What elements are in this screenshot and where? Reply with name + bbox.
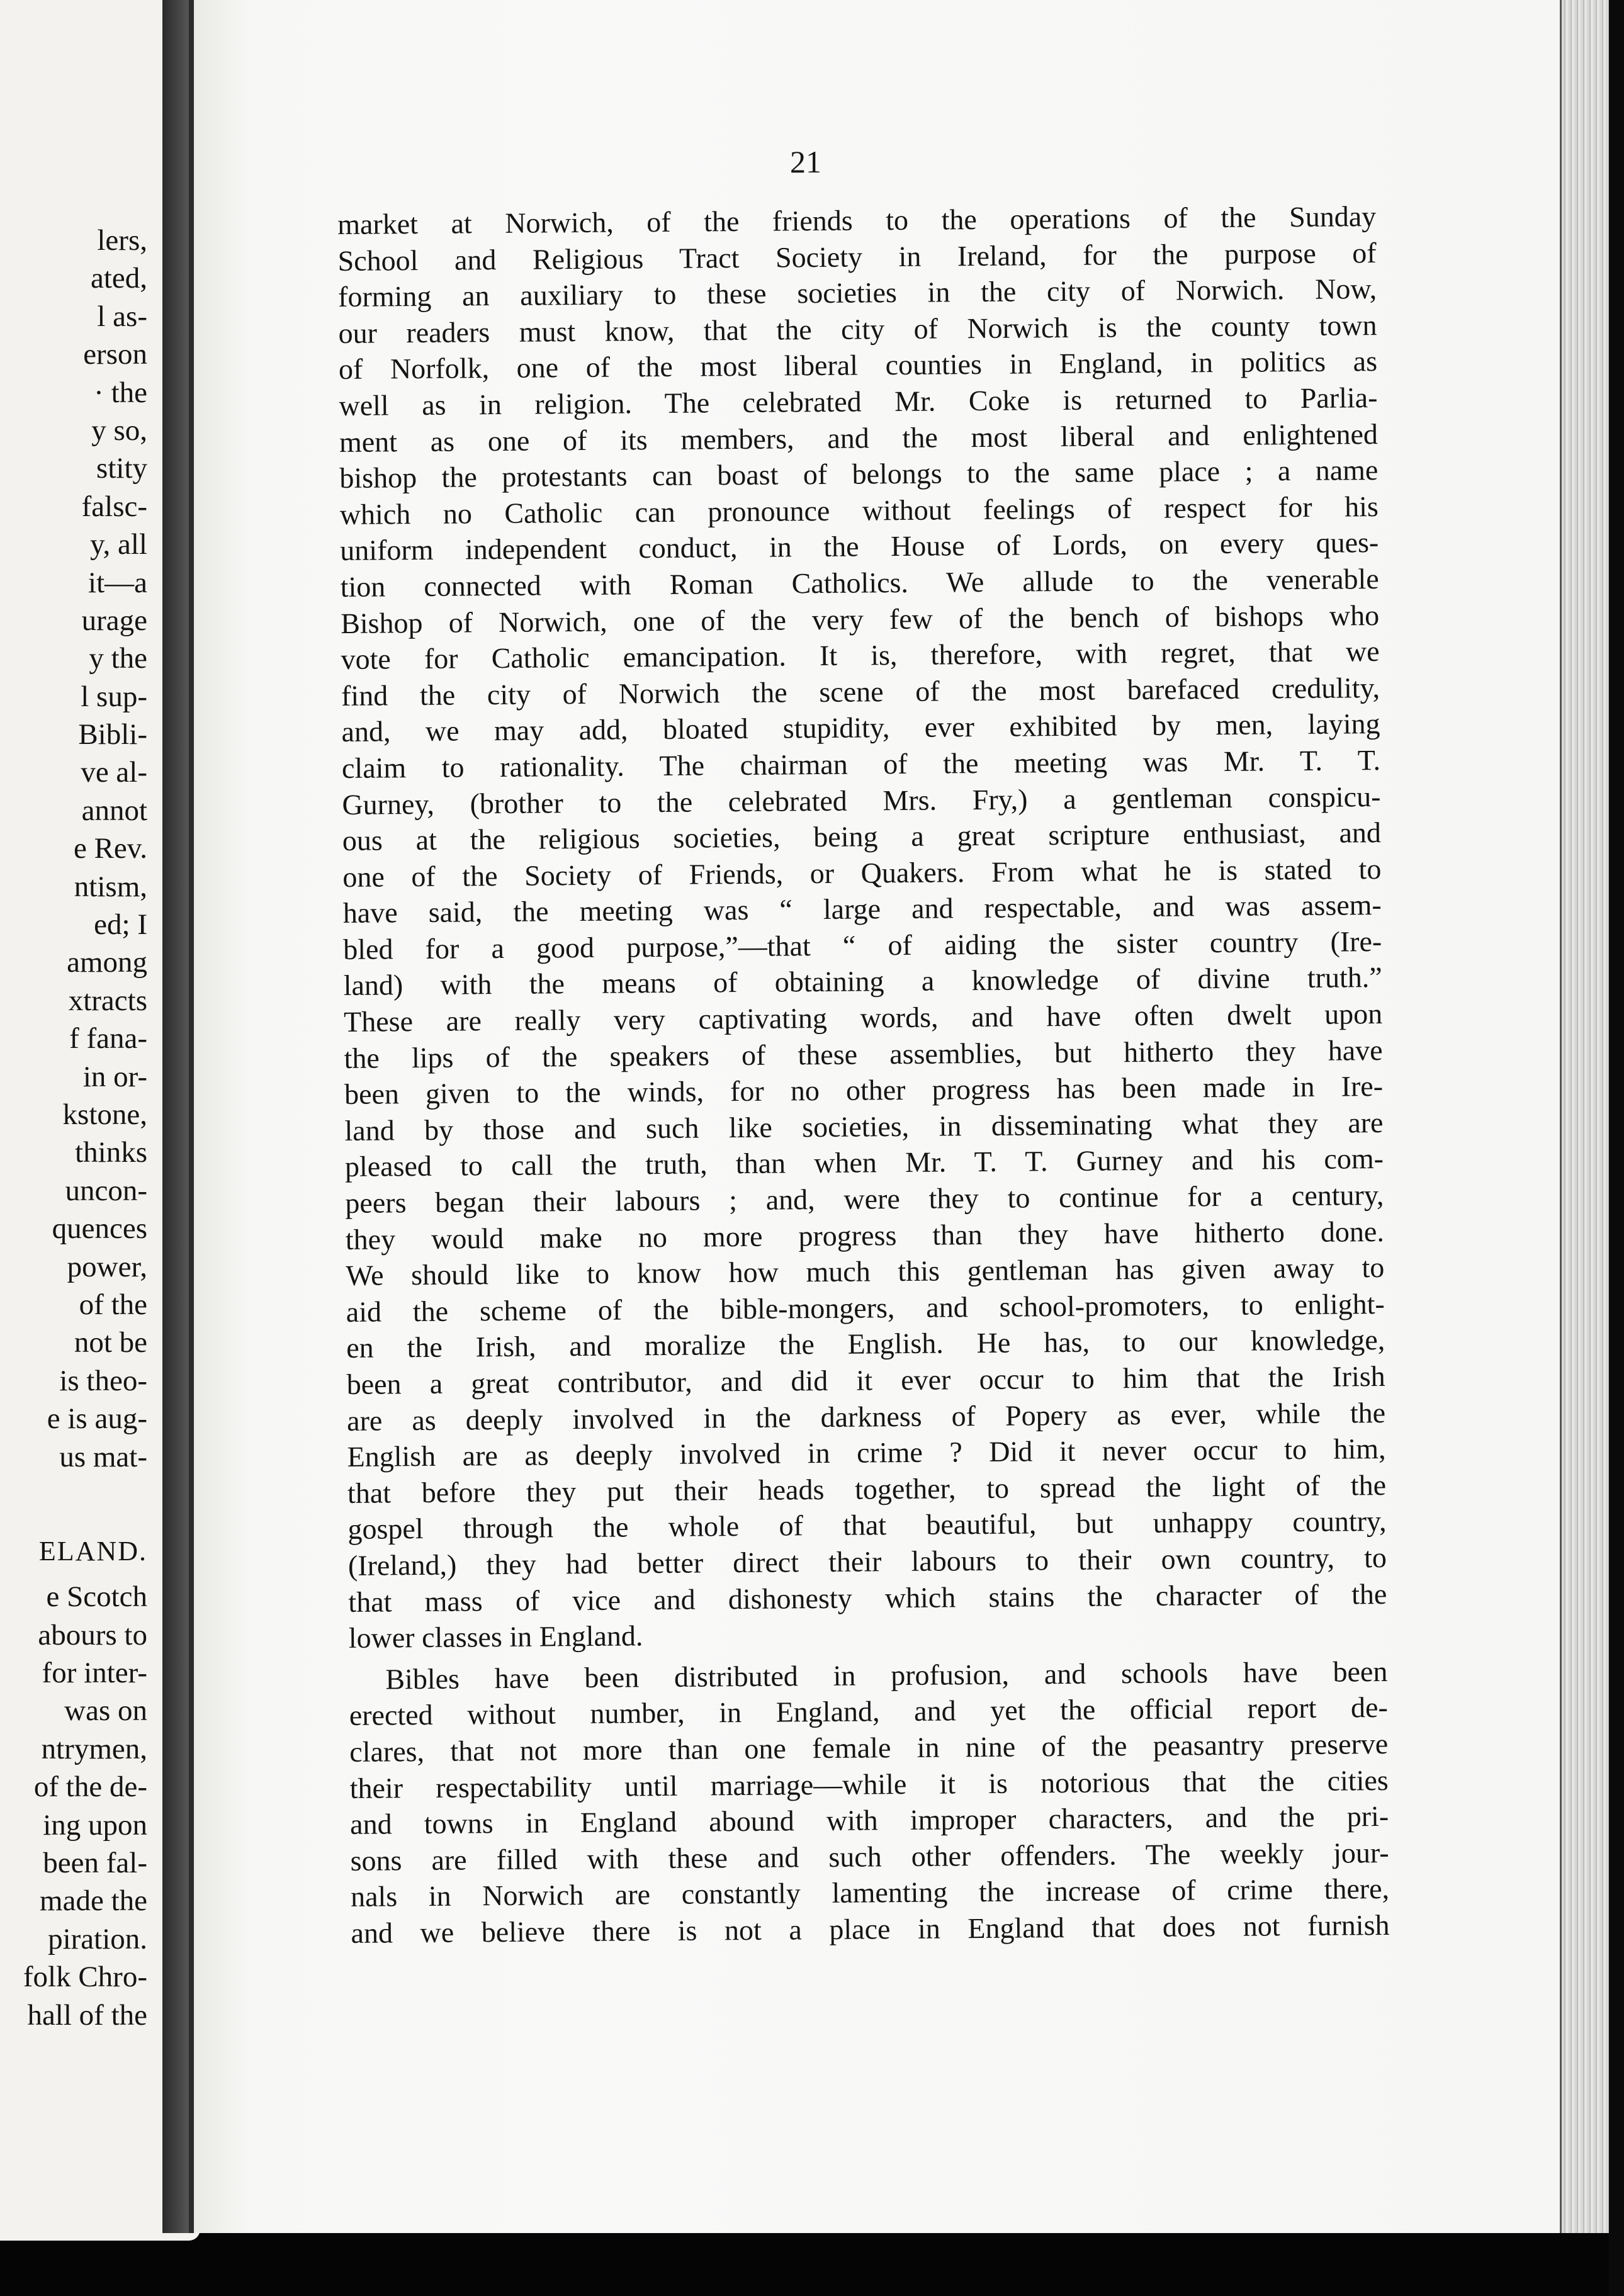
text-line: ous at the religious societies, being a great scripture enthusiast, and <box>342 816 1382 857</box>
previous-page-line: piration. <box>48 1922 147 1956</box>
previous-page-line: was on <box>64 1694 147 1728</box>
previous-page-line: e Scotch <box>46 1580 147 1614</box>
text-line: vote for Catholic emancipation. It is, therefore, with regret, that we <box>341 635 1380 676</box>
text-line: that mass of vice and dishonesty which stains the character of the <box>348 1577 1387 1618</box>
previous-page-line: ELAND. <box>38 1535 147 1567</box>
scan-border <box>1609 0 1624 2296</box>
previous-page-line: Bibli- <box>78 718 147 751</box>
text-line: pleased to call the truth, than when Mr. T. T. Gurney and his com- <box>344 1142 1384 1183</box>
previous-page-line: for inter- <box>42 1657 147 1690</box>
previous-page-line: ve al- <box>81 756 147 789</box>
text-line: forming an auxiliary to these societies in the city of Norwich. Now, <box>337 273 1377 313</box>
text-line: been a great contributor, and did it ever occur to him that the Irish <box>346 1359 1385 1400</box>
text-line: These are really very captivating words, and have often dwelt upon <box>343 998 1383 1038</box>
previous-page-line: of the <box>79 1288 147 1321</box>
previous-page-line: l as- <box>97 300 147 333</box>
text-line: of Norfolk, one of the most liberal counties in England, in politics as <box>338 345 1378 386</box>
text-line: Bibles have been distributed in profusion, and schools have been <box>385 1655 1388 1696</box>
text-line: lower classes in England. <box>348 1619 643 1655</box>
previous-page-line: abours to <box>38 1618 147 1652</box>
text-line: and, we may add, bloated stupidity, ever exhibited by men, laying <box>341 707 1380 748</box>
previous-page-line: erson <box>83 338 147 371</box>
previous-page-line: xtracts <box>68 984 147 1017</box>
text-line: our readers must know, that the city of Norwich is the county town <box>338 308 1377 349</box>
text-line: uniform independent conduct, in the House of Lords, on every ques- <box>340 526 1379 567</box>
previous-page-line: us mat- <box>59 1440 147 1473</box>
text-line: well as in religion. The celebrated Mr. Coke is returned to Parlia- <box>339 381 1378 422</box>
previous-page-line: annot <box>81 794 147 827</box>
text-line: Bishop of Norwich, one of the very few of the bench of bishops who <box>340 599 1380 639</box>
text-line: are as deeply involved in the darkness of Popery as ever, while the <box>346 1396 1386 1437</box>
previous-page-line: y so, <box>91 414 147 447</box>
text-line: their respectability until marriage—while it is notorious that the cities <box>349 1764 1389 1804</box>
text-line: (Ireland,) they had better direct their labours to their own country, to <box>347 1541 1387 1582</box>
previous-page-line: falsc- <box>81 490 147 523</box>
text-line: which no Catholic can pronounce without feelings of respect for his <box>339 490 1379 531</box>
text-line: peers began their labours ; and, were they to continue for a century, <box>345 1179 1384 1219</box>
previous-page-line: e is aug- <box>47 1402 147 1436</box>
text-line: bishop the protestants can boast of belongs to the same place ; a name <box>339 454 1379 495</box>
text-line: have said, the meeting was “ large and respectable, and was assem- <box>342 889 1382 930</box>
text-line: bled for a good purpose,”—that “ of aiding the sister country (Ire- <box>343 925 1382 965</box>
previous-page-line: urage <box>81 604 147 637</box>
text-line: tion connected with Roman Catholics. We allude to the venerable <box>340 562 1379 603</box>
spacer <box>23 1570 147 1578</box>
previous-page-line: ntism, <box>74 870 147 903</box>
text-line: and we believe there is not a place in England that does not furnish <box>351 1908 1390 1949</box>
text-line: sons are filled with these and such other offenders. The weekly jour- <box>350 1836 1389 1877</box>
previous-page-line: been fal- <box>43 1847 147 1880</box>
previous-page-line: among <box>67 946 147 979</box>
previous-page-line: y, all <box>90 528 147 561</box>
text-line: they would make no more progress than they have hitherto done. <box>345 1215 1385 1256</box>
text-line: been given to the winds, for no other progress has been made in Ire- <box>344 1070 1384 1111</box>
previous-page-line: f fana- <box>69 1022 147 1055</box>
text-line: find the city of Norwich the scene of the most barefaced credulity, <box>341 671 1380 712</box>
previous-page-line: folk Chro- <box>23 1961 147 1994</box>
page-edges <box>1560 0 1611 2233</box>
paragraph-2 <box>349 1653 1390 1952</box>
text-line: claim to rationality. The chairman of the meeting was Mr. T. T. <box>341 743 1381 784</box>
text-line: clares, that not more than one female in nine of the peasantry preserve <box>349 1727 1389 1768</box>
text-line: We should like to know how much this gentleman has given away to <box>346 1251 1385 1292</box>
previous-page-line: quences <box>52 1212 147 1246</box>
previous-page-line: uncon- <box>65 1174 147 1207</box>
text-line: the lips of the speakers of these assemblies, but hitherto they have <box>344 1033 1383 1074</box>
previous-page-line: ntrymen, <box>41 1732 147 1765</box>
text-line: and towns in England abound with improper characters, and the pri- <box>349 1800 1389 1841</box>
previous-page-line: is theo- <box>59 1364 147 1397</box>
text-line: Gurney, (brother to the celebrated Mrs. Fry,) a gentleman conspicu- <box>342 780 1381 821</box>
previous-page-line: e Rev. <box>73 832 147 865</box>
text-line: School and Religious Tract Society in Ireland, for the purpose of <box>337 236 1377 277</box>
text-line: en the Irish, and moralize the English. He has, to our knowledge, <box>346 1324 1385 1365</box>
paragraph-1 <box>337 198 1387 1657</box>
text-line: land) with the means of obtaining a knowledge of divine truth.” <box>343 961 1382 1002</box>
text-line: one of the Society of Friends, or Quakers. From what he is stated to <box>342 852 1382 893</box>
previous-page-line: stity <box>96 452 147 485</box>
previous-page-line: kstone, <box>62 1098 147 1131</box>
spacer <box>23 1476 147 1533</box>
previous-page-line: thinks <box>75 1136 147 1169</box>
text-line: that before they put their heads together, to spread the light of the <box>347 1468 1387 1509</box>
previous-page-line: y the <box>89 642 147 675</box>
previous-page-line: · the <box>94 376 147 409</box>
previous-page-line: hall of the <box>27 1998 147 2032</box>
text-line: market at Norwich, of the friends to the operations of the Sunday <box>337 200 1377 240</box>
previous-page-text <box>23 222 147 2034</box>
previous-page-line: of the de- <box>33 1770 147 1804</box>
previous-page-line: lers, <box>97 224 147 257</box>
previous-page-line: made the <box>40 1884 147 1918</box>
page-body-text <box>337 198 1390 1951</box>
previous-page-line: power, <box>67 1250 147 1283</box>
previous-page-line: l sup- <box>81 680 147 713</box>
previous-page-line: ed; I <box>94 908 147 942</box>
text-line: land by those and such like societies, in disseminating what they are <box>344 1106 1384 1147</box>
previous-page-line: ated, <box>90 262 147 295</box>
text-line: ment as one of its members, and the most liberal and enlightened <box>339 417 1379 458</box>
page-number: 21 <box>790 144 821 179</box>
previous-page-line: ing upon <box>43 1808 147 1842</box>
text-line: English are as deeply involved in crime ? Did it never occur to him, <box>347 1432 1386 1473</box>
text-line: aid the scheme of the bible-mongers, and school-promoters, to enlight- <box>346 1287 1385 1328</box>
previous-page-line: it—a <box>88 566 147 599</box>
text-line: nals in Norwich are constantly lamenting the increase of crime there, <box>350 1872 1390 1913</box>
text-line: erected without number, in England, and yet the official report de- <box>349 1691 1388 1732</box>
previous-page-line: not be <box>74 1326 147 1359</box>
previous-page-line: in or- <box>82 1060 147 1093</box>
text-line: gospel through the whole of that beautiful, but unhappy country, <box>347 1505 1387 1546</box>
